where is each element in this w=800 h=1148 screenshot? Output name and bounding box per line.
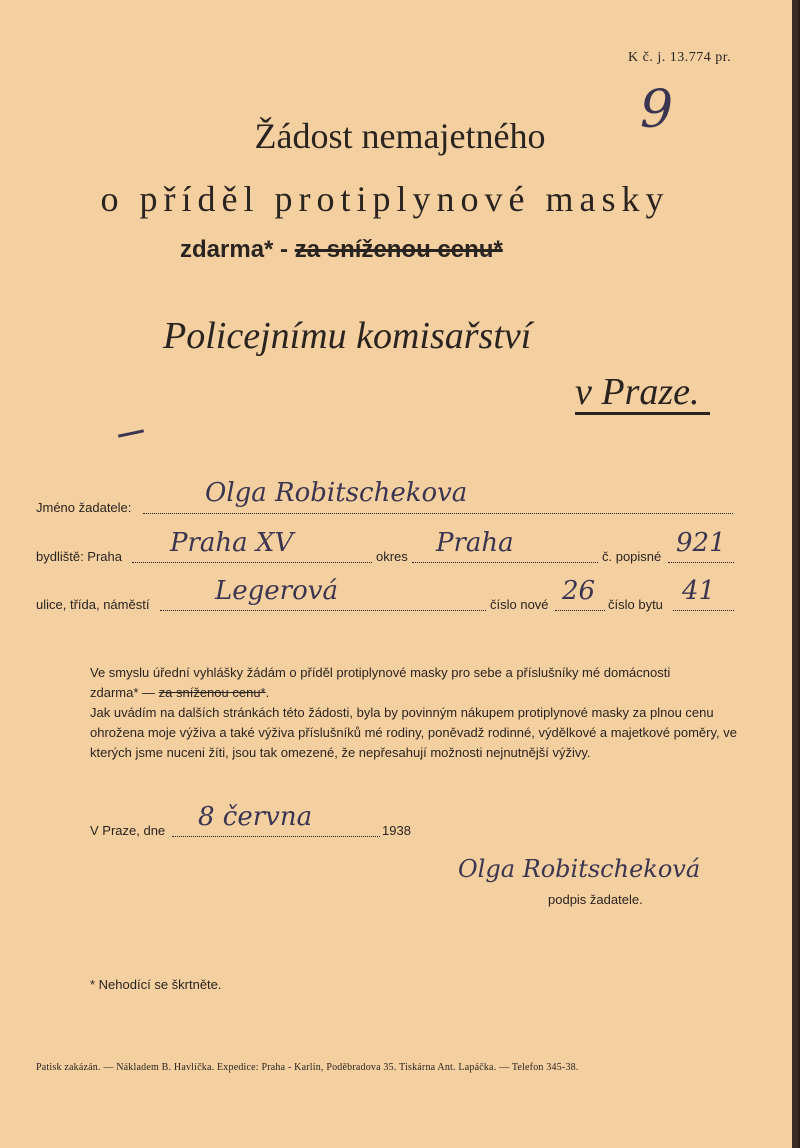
residence-line — [132, 562, 372, 563]
footnote: * Nehodící se škrtněte. — [90, 977, 222, 992]
paragraph-1-text: Ve smyslu úřední vyhlášky žádám o příděl protiplynové masky pro sebe a příslušníky mé domácnosti — [90, 665, 671, 680]
subtitle-free: zdarma* — [180, 236, 274, 263]
label-district: okres — [376, 549, 408, 564]
value-street[interactable]: Legerová — [215, 576, 338, 606]
title-line-1: Žádost nemajetného — [254, 116, 546, 156]
paragraph-1-end: . — [265, 685, 270, 700]
value-residence[interactable]: Praha XV — [170, 528, 294, 558]
reference-number: K č. j. 13.774 pr. — [628, 50, 732, 65]
handwritten-number: 9 — [640, 80, 674, 140]
label-signature: podpis žadatele. — [548, 892, 643, 907]
flat-no-line — [673, 610, 734, 611]
label-new-no: číslo nové — [490, 597, 549, 612]
label-name: Jméno žadatele: — [36, 500, 132, 515]
subtitle-reduced-struck: za sníženou cenu* — [294, 236, 503, 263]
value-name[interactable]: Olga Robitschekova — [205, 478, 468, 508]
new-no-line — [555, 610, 605, 611]
addressee-line-2: v Praze. — [575, 372, 710, 415]
title-line-2: o příděl protiplynové masky — [100, 179, 670, 219]
house-no-line — [668, 562, 734, 563]
label-year: 1938 — [382, 823, 411, 838]
value-flat-no[interactable]: 41 — [682, 576, 716, 606]
label-flat-no: číslo bytu — [608, 597, 663, 612]
label-street: ulice, třída, náměstí — [36, 597, 150, 612]
addressee-line-1: Policejnímu komisařství — [163, 315, 532, 357]
applicant-signature: Olga Robitscheková — [458, 855, 701, 883]
value-house-no[interactable]: 921 — [676, 528, 726, 558]
paragraph-1 — [90, 663, 740, 683]
paragraph-2: Jak uvádím na dalších stránkách této žádosti, byla by povinným nákupem protiplynové masky za plnou cenu ohrožena moje výživa a také výživa příslušníků mé rodiny, poněvadž rodinné, výdělkové a majetkové poměry, ve kterých jsme nuceni žíti, jsou tak omezené, že nepřesahují možnosti nejnutnější výživy. — [90, 705, 737, 760]
value-date[interactable]: 8 června — [198, 802, 313, 832]
paragraph-1-reduced-struck: za sníženou cenu* — [158, 685, 266, 700]
subtitle — [180, 236, 503, 264]
printer-footer: Patisk zakázán. — Nákladem B. Havlíčka. Expedice: Praha - Karlín, Poděbradova 35. Tiskárna Ant. Lapáčka. — Telefon 345-38. — [36, 1062, 579, 1073]
subtitle-separator: - — [273, 236, 295, 263]
name-line — [143, 513, 733, 514]
paragraph-1-cont — [90, 683, 740, 703]
value-new-no[interactable]: 26 — [562, 576, 596, 606]
pen-mark — [118, 429, 144, 437]
label-residence: bydliště: Praha — [36, 549, 122, 564]
date-line — [172, 836, 380, 837]
district-line — [412, 562, 598, 563]
paragraph-1-free: zdarma* — — [90, 685, 159, 700]
label-house-no: č. popisné — [602, 549, 662, 564]
street-line — [160, 610, 486, 611]
label-place-date: V Praze, dne — [90, 823, 166, 838]
value-district[interactable]: Praha — [436, 528, 514, 558]
